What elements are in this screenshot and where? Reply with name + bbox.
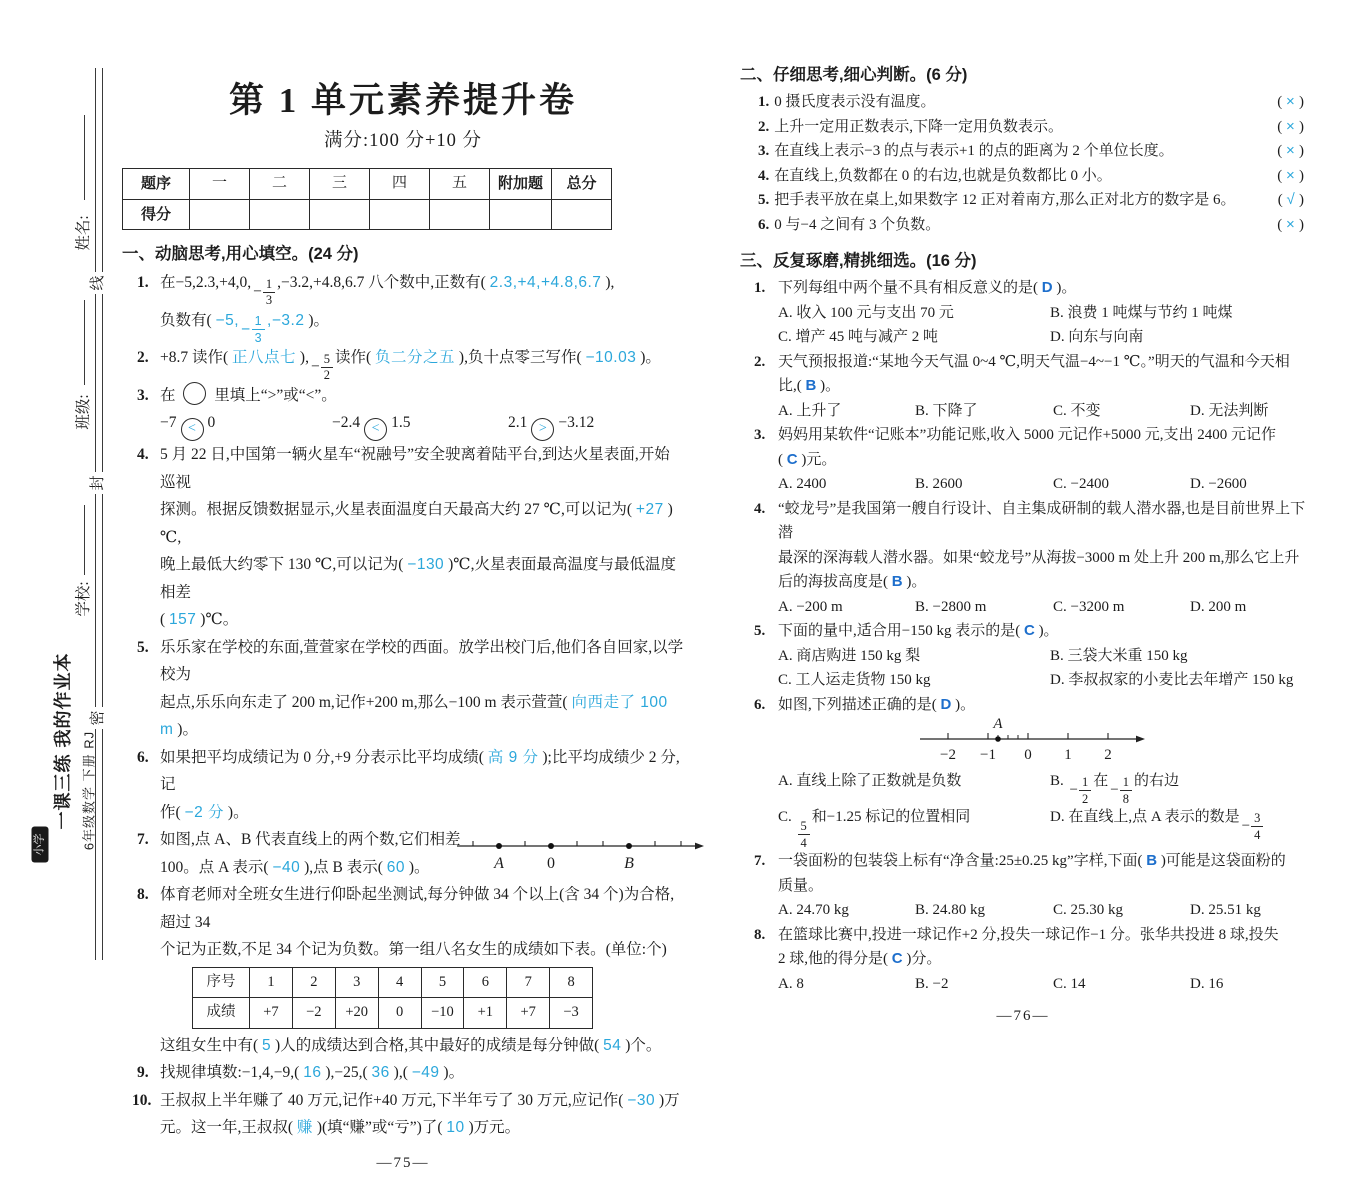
option: A. 24.70 kg: [778, 898, 915, 923]
question-number: 5.: [137, 634, 149, 662]
fraction: − $\frac{1}{3}$: [241, 315, 265, 344]
question-line: 乐乐家在学校的东面,萱萱家在学校的西面。放学出校门后,他们各自回家,以学校为: [160, 634, 684, 689]
question-number: 7.: [754, 849, 765, 874]
question-number: 6.: [754, 693, 765, 718]
mini-cell: −3: [550, 998, 593, 1029]
option: D. 李叔叔家的小麦比去年增产 150 kg: [1050, 668, 1306, 693]
fill-answer: 正八点七: [232, 349, 296, 366]
fill-answer: ×: [1286, 216, 1295, 233]
question-line: 这组女生中有( 5 )人的成绩达到合格,其中最好的成绩是每分钟做( 54 )个。: [160, 1032, 684, 1060]
question-number: 5.: [758, 188, 769, 213]
judgment-mark: ( × ): [1277, 90, 1306, 115]
fraction: − $\frac{5}{2}$: [311, 353, 333, 382]
point-a-label: A: [992, 717, 1003, 732]
mc-question-3: [740, 423, 1306, 472]
point-b-label: B: [624, 855, 634, 872]
mini-cell: −10: [421, 998, 464, 1029]
zero-label: 0: [547, 855, 555, 872]
mc-question-6: [740, 693, 1306, 718]
fill-answer: −49: [412, 1064, 440, 1081]
fill-answer: 10: [446, 1119, 464, 1136]
mc-question-8: [740, 923, 1306, 972]
question-2: [122, 344, 684, 382]
question-line: 如图,下列描述正确的是( D )。: [778, 693, 1306, 718]
question-line: 元。这一年,王叔叔( 赚 )(填“赚”或“亏”)了( 10 )万元。: [160, 1114, 684, 1142]
score-header-cell: 五: [430, 169, 490, 200]
option: A. 8: [778, 972, 915, 997]
question-number: 1.: [758, 90, 769, 115]
tick-label: 2: [1104, 747, 1112, 763]
question-line: 比,( B )。: [778, 374, 1306, 399]
option: A. 2400: [778, 472, 915, 497]
option: A. 商店购进 150 kg 梨: [778, 644, 1050, 669]
question-5: [122, 634, 684, 744]
page-number-right: —76—: [740, 1004, 1306, 1029]
question-number: 4.: [754, 497, 765, 522]
question-number: 3.: [754, 423, 765, 448]
choice-answer: D: [1042, 279, 1053, 296]
school-label: 学校:: [73, 539, 95, 659]
mc-question-7: [740, 849, 1306, 898]
option: B. −2: [915, 972, 1053, 997]
judgment-mark: ( × ): [1277, 213, 1306, 238]
mini-cell: 3: [335, 967, 378, 998]
score-header-cell: 一: [190, 169, 250, 200]
score-cell: [430, 199, 490, 230]
question-line: 5 月 22 日,中国第一辆火星车“祝融号”安全驶离着陆平台,到达火星表面,开始巡视: [160, 441, 684, 496]
score-cell: [552, 199, 612, 230]
choice-answer: B: [1146, 852, 1157, 869]
mini-cell: +7: [250, 998, 293, 1029]
option: D. 向东与向南: [1050, 325, 1306, 350]
comparison-circle: [183, 382, 206, 405]
question-line: 体育老师对全班女生进行仰卧起坐测试,每分钟做 34 个以上(含 34 个)为合格,超过 34: [160, 881, 684, 936]
options-row: [740, 595, 1306, 620]
option: C. 5 4 和−1.25 标记的位置相同: [778, 805, 1050, 849]
fill-answer: ×: [1286, 142, 1295, 159]
judgment-mark: ( × ): [1277, 164, 1306, 189]
options-row: [740, 301, 1306, 350]
options-row: [740, 972, 1306, 997]
option: B. −2800 m: [915, 595, 1053, 620]
options-row: [740, 399, 1306, 424]
fill-answer: −2 分: [185, 804, 224, 821]
mini-cell: −2: [292, 998, 335, 1029]
option: C. 工人运走货物 150 kg: [778, 668, 1050, 693]
question-number: 6.: [758, 213, 769, 238]
question-line: 起点,乐乐向东走了 200 m,记作+200 m,那么−100 m 表示萱萱( 向西走了 100 m )。: [160, 689, 684, 744]
judgment-text: 在直线上表示−3 的点与表示+1 的点的距离为 2 个单位长度。: [774, 139, 1173, 164]
fraction: − $\frac{1}{8}$: [1110, 776, 1132, 805]
score-header-cell: 题序: [123, 169, 190, 200]
question-line: 质量。: [778, 874, 1306, 899]
question-number: 6.: [137, 744, 149, 772]
question-10: [122, 1087, 684, 1142]
options-row: [740, 769, 1306, 849]
question-number: 1.: [754, 276, 765, 301]
fill-answer: 157: [169, 611, 196, 628]
comparison-row: [122, 409, 684, 441]
fill-answer: 36: [372, 1064, 390, 1081]
fill-answer: ×: [1286, 118, 1295, 135]
comparison-circle: >: [531, 418, 554, 441]
page-subtitle: 满分:100 分+10 分: [122, 128, 684, 154]
section-2-heading: 二、仔细思考,细心判断。(6 分): [740, 60, 1306, 90]
comparison-item: −2.4 < 1.5: [332, 409, 508, 441]
question-line: +8.7 读作( 正八点七 ), − $\frac{5}{2}$ 读作( 负二分之五 ),负十点零三写作( −10.03 )。: [160, 344, 684, 382]
comparison-item: 2.1 > −3.12: [508, 409, 594, 441]
judgment-row: [740, 90, 1306, 115]
judgment-mark: ( × ): [1277, 115, 1306, 140]
judgment-row: [740, 164, 1306, 189]
choice-answer: C: [892, 950, 903, 967]
mini-cell: 序号: [193, 967, 250, 998]
seal-char-xian: 线: [87, 272, 109, 294]
question-line: 负数有( −5, − $\frac{1}{3}$ ,−3.2 )。: [160, 307, 684, 345]
score-cell: [310, 199, 370, 230]
question-line: 作( −2 分 )。: [160, 799, 684, 827]
fill-answer: 高 9 分: [488, 749, 539, 766]
fill-answer: −5,: [216, 312, 239, 329]
number-line-q6-wrap: [918, 717, 1306, 769]
question-line: 王叔叔上半年赚了 40 万元,记作+40 万元,下半年亏了 30 万元,应记作( −30 )万: [160, 1087, 684, 1115]
page-right: [740, 60, 1306, 1029]
choice-answer: B: [892, 573, 903, 590]
fill-answer: 向西走了 100 m: [160, 694, 668, 739]
number-line-q7: [455, 830, 705, 874]
options-row: [740, 898, 1306, 923]
fill-answer: 5: [262, 1037, 271, 1054]
option: D. 16: [1190, 972, 1306, 997]
option: C. 14: [1053, 972, 1190, 997]
judgment-text: 把手表平放在桌上,如果数字 12 正对着南方,那么正对北方的数字是 6。: [774, 188, 1235, 213]
mini-cell: 2: [292, 967, 335, 998]
choice-answer: D: [941, 696, 952, 713]
fill-answer: ×: [1286, 93, 1295, 110]
mini-cell: 1: [250, 967, 293, 998]
option: A. −200 m: [778, 595, 915, 620]
fill-answer: 负二分之五: [375, 349, 455, 366]
question-number: 8.: [137, 881, 149, 909]
question-1: [122, 269, 684, 344]
fraction: − $\frac{1}{2}$: [1070, 776, 1092, 805]
question-number: 4.: [137, 441, 149, 469]
option: B. 下降了: [915, 399, 1053, 424]
question-line: 探测。根据反馈数据显示,火星表面温度白天最高大约 27 ℃,可以记为( +27 )℃,: [160, 496, 684, 551]
brand-logo: 小学: [32, 827, 49, 863]
comparison-circle: <: [364, 418, 387, 441]
judgment-row: [740, 188, 1306, 213]
comparison-item: −7 < 0: [160, 409, 332, 441]
score-cell: [370, 199, 430, 230]
question-line: ( C )元。: [778, 448, 1306, 473]
option: D. 200 m: [1190, 595, 1306, 620]
question-7: [122, 826, 684, 881]
score-header-cell: 四: [370, 169, 430, 200]
section-1-heading: 一、动脑思考,用心填空。(24 分): [122, 239, 684, 269]
question-line: 如果把平均成绩记为 0 分,+9 分表示比平均成绩( 高 9 分 );比平均成绩少 2 分,记: [160, 744, 684, 799]
mc-question-5: [740, 619, 1306, 644]
judgment-row: [740, 213, 1306, 238]
question-line: “蛟龙号”是我国第一艘自行设计、自主集成研制的载人潜水器,也是目前世界上下潜: [778, 497, 1306, 546]
question-line: 一袋面粉的包装袋上标有“净含量:25±0.25 kg”字样,下面( B )可能是这袋面粉的: [778, 849, 1306, 874]
question-line: 在−5,2.3,+4,0, − $\frac{1}{3}$ ,−3.2,+4.8,6.7 八个数中,正数有( 2.3,+4,+4.8,6.7 ),: [160, 269, 684, 307]
judgment-mark: ( × ): [1277, 139, 1306, 164]
question-number: 5.: [754, 619, 765, 644]
option: D. 25.51 kg: [1190, 898, 1306, 923]
option: D. 在直线上,点 A 表示的数是 − $\frac{3}{4}$: [1050, 805, 1306, 849]
fill-answer: 54: [603, 1037, 621, 1054]
mini-cell: +20: [335, 998, 378, 1029]
fill-answer: ×: [1286, 167, 1295, 184]
question-line: 下列每组中两个量不具有相反意义的是( D )。: [778, 276, 1306, 301]
score-table: [122, 168, 612, 230]
seal-char-mi: 密: [87, 707, 109, 729]
question-number: 3.: [758, 139, 769, 164]
mc-question-2: [740, 350, 1306, 399]
fraction: − $\frac{1}{3}$: [253, 278, 275, 307]
options-row: [740, 644, 1306, 693]
question-number: 2.: [758, 115, 769, 140]
mini-cell: 0: [378, 998, 421, 1029]
choice-answer: C: [1024, 622, 1035, 639]
mini-cell: 6: [464, 967, 507, 998]
question-number: 10.: [132, 1087, 151, 1115]
fill-answer: +27: [636, 501, 664, 518]
option: A. 直线上除了正数就是负数: [778, 769, 1050, 805]
option: A. 收入 100 元与支出 70 元: [778, 301, 1050, 326]
judgment-mark: ( √ ): [1278, 188, 1306, 213]
class-label: 班级:: [73, 352, 95, 472]
tick-label: 1: [1064, 747, 1072, 763]
mini-cell: +1: [464, 998, 507, 1029]
mini-cell: 5: [421, 967, 464, 998]
page-title: 第 1 单元素养提升卷: [122, 78, 684, 124]
question-line: 在 里填上“>”或“<”。: [160, 382, 684, 410]
comparison-circle: <: [181, 418, 204, 441]
page-number-left: —75—: [122, 1150, 684, 1177]
question-number: 3.: [137, 382, 149, 410]
options-row: [740, 472, 1306, 497]
option: C. −3200 m: [1053, 595, 1190, 620]
option: B. 24.80 kg: [915, 898, 1053, 923]
score-header-cell: 二: [250, 169, 310, 200]
judgment-text: 在直线上,负数都在 0 的右边,也就是负数都比 0 小。: [774, 164, 1112, 189]
question-number: 8.: [754, 923, 765, 948]
fill-answer: 2.3,+4,+4.8,6.7: [490, 274, 602, 291]
brand-subtitle: 6年级数学 下册 RJ: [79, 691, 98, 891]
judgment-row: [740, 139, 1306, 164]
question-8-followup: [122, 1032, 684, 1060]
question-8: [122, 881, 684, 964]
fraction: − $\frac{3}{4}$: [1242, 812, 1264, 841]
mc-question-4: [740, 497, 1306, 595]
score-cell: [250, 199, 310, 230]
question-line: 在篮球比赛中,投进一球记作+2 分,投失一球记作−1 分。张华共投进 8 球,投失: [778, 923, 1306, 948]
judgment-text: 0 摄氏度表示没有温度。: [774, 90, 935, 115]
question-line: 晚上最低大约零下 130 ℃,可以记为( −130 )℃,火星表面最高温度与最低温度相差: [160, 551, 684, 606]
option: B. − $\frac{1}{2}$ 在 − $\frac{1}{8}$ 的右边: [1050, 769, 1306, 805]
score-header-cell: 附加题: [490, 169, 552, 200]
option: A. 上升了: [778, 399, 915, 424]
tick-label: 0: [1024, 747, 1032, 763]
question-line: 100。点 A 表示( −40 ),点 B 表示( 60 )。: [160, 854, 495, 882]
question-4: [122, 441, 684, 634]
fill-answer: 赚: [297, 1119, 313, 1136]
mini-cell: 7: [507, 967, 550, 998]
option: C. −2400: [1053, 472, 1190, 497]
question-3: [122, 382, 684, 410]
fill-answer: −30: [627, 1092, 655, 1109]
option: D. −2600: [1190, 472, 1306, 497]
question-line: ( 157 )℃。: [160, 606, 684, 634]
question-line: 如图,点 A、B 代表直线上的两个数,它们相差: [160, 826, 495, 854]
name-label: 姓名:: [73, 173, 95, 293]
option: B. 浪费 1 吨煤与节约 1 吨煤: [1050, 301, 1306, 326]
mc-question-1: [740, 276, 1306, 301]
question-6: [122, 744, 684, 827]
question-number: 4.: [758, 164, 769, 189]
choice-answer: C: [787, 451, 798, 468]
question-number: 2.: [137, 344, 149, 372]
fill-answer: 16: [303, 1064, 321, 1081]
option: D. 无法判断: [1190, 399, 1306, 424]
option: C. 不变: [1053, 399, 1190, 424]
question-9: [122, 1059, 684, 1087]
question-line: 下面的量中,适合用−150 kg 表示的是( C )。: [778, 619, 1306, 644]
question-line: 个记为正数,不足 34 个记为负数。第一组八名女生的成绩如下表。(单位:个): [160, 936, 684, 964]
judgment-text: 0 与−4 之间有 3 个负数。: [774, 213, 940, 238]
fill-answer: √: [1287, 191, 1296, 208]
number-line-q6: [918, 717, 1148, 767]
score-header-cell: 总分: [552, 169, 612, 200]
mini-cell: 8: [550, 967, 593, 998]
score-row-label: 得分: [123, 199, 190, 230]
question-number: 7.: [137, 826, 149, 854]
choice-answer: B: [806, 377, 817, 394]
mini-cell: 4: [378, 967, 421, 998]
question-number: 9.: [137, 1059, 149, 1087]
judgment-text: 上升一定用正数表示,下降一定用负数表示。: [774, 115, 1063, 140]
fraction: 5 4: [798, 820, 810, 849]
fill-answer: −10.03: [585, 349, 636, 366]
question-line: 2 球,他的得分是( C )分。: [778, 947, 1306, 972]
tick-label: −1: [980, 747, 996, 763]
fill-answer: −130: [407, 556, 444, 573]
option: B. 三袋大米重 150 kg: [1050, 644, 1306, 669]
fill-answer: ,−3.2: [267, 312, 304, 329]
mini-cell: +7: [507, 998, 550, 1029]
fill-answer: 60: [387, 859, 405, 876]
score-cell: [190, 199, 250, 230]
mini-cell: 成绩: [193, 998, 250, 1029]
point-a-label: A: [493, 855, 504, 872]
scores-mini-table: [192, 967, 593, 1029]
question-line: 天气预报报道:“某地今天气温 0~4 ℃,明天气温−4~−1 ℃。”明天的气温和今天相: [778, 350, 1306, 375]
question-number: 2.: [754, 350, 765, 375]
question-line: 最深的深海载人潜水器。如果“蛟龙号”从海拔−3000 m 处上升 200 m,那么它上升: [778, 546, 1306, 571]
tick-label: −2: [940, 747, 956, 763]
option: C. 25.30 kg: [1053, 898, 1190, 923]
question-number: 1.: [137, 269, 149, 297]
page-left: [122, 78, 684, 1177]
score-header-cell: 三: [310, 169, 370, 200]
judgment-row: [740, 115, 1306, 140]
fill-answer: −40: [272, 859, 300, 876]
question-line: 找规律填数:−1,4,−9,( 16 ),−25,( 36 ),( −49 )。: [160, 1059, 684, 1087]
section-3-heading: 三、反复琢磨,精挑细选。(16 分): [740, 246, 1306, 276]
score-cell: [490, 199, 552, 230]
question-line: 妈妈用某软件“记账本”功能记账,收入 5000 元记作+5000 元,支出 2400 元记作: [778, 423, 1306, 448]
option: B. 2600: [915, 472, 1053, 497]
question-line: 后的海拔高度是( B )。: [778, 570, 1306, 595]
option: C. 增产 45 吨与减产 2 吨: [778, 325, 1050, 350]
brand-title: 一课三练 我的作业本: [49, 621, 75, 861]
seal-char-feng: 封: [87, 472, 109, 494]
